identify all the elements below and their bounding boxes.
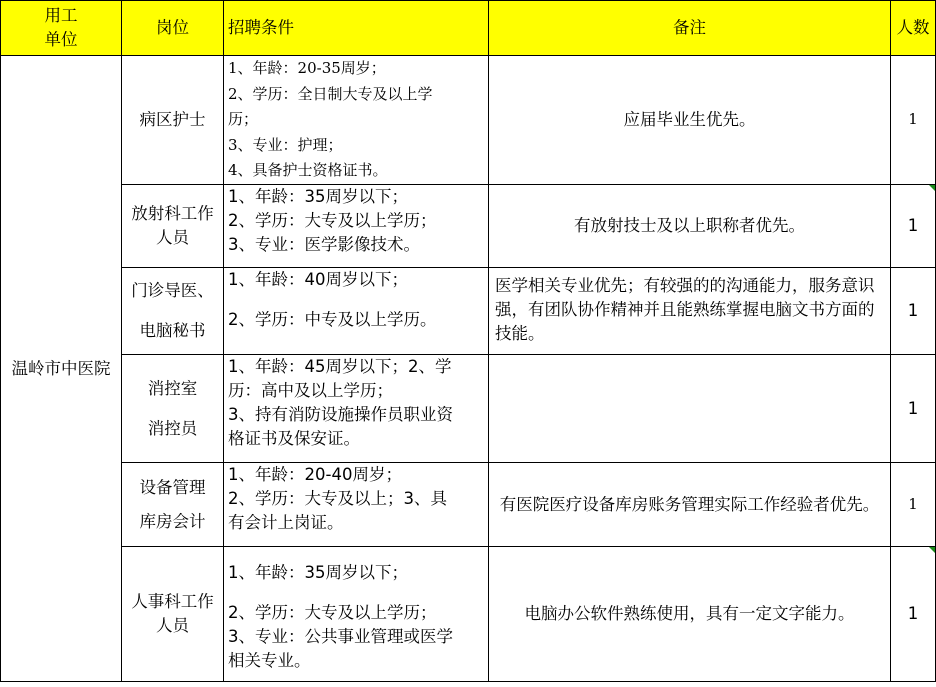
- position-line: 电脑秘书: [139, 321, 206, 340]
- table-row: [1, 547, 936, 682]
- position-line: 放射科工作: [131, 204, 214, 223]
- requirement-line: 格证书及保安证。: [228, 429, 360, 448]
- table-row: [1, 185, 936, 268]
- requirements-cell: [224, 547, 489, 682]
- count-cell: 1: [891, 355, 936, 463]
- count-cell: 1: [891, 268, 936, 355]
- count-value: 1: [907, 604, 919, 623]
- requirement-line: 2、学历：大专及以上学历；: [228, 603, 437, 622]
- requirement-line: 2、学历：大专及以上；3、具: [228, 489, 447, 508]
- position-cell: [122, 355, 224, 463]
- requirements-cell: [224, 268, 489, 355]
- count-cell: 1: [891, 56, 936, 185]
- header-notes: 备注: [489, 1, 891, 56]
- requirements-cell: [224, 355, 489, 463]
- note-cell: 应届毕业生优先。: [489, 56, 891, 185]
- position-line: 消控室: [147, 378, 198, 398]
- table-row: [1, 463, 936, 547]
- position-cell: [122, 268, 224, 355]
- note-cell: 电脑办公软件熟练使用，具有一定文字能力。: [489, 547, 891, 682]
- requirement-line: 1、年龄：40周岁以下；: [228, 270, 408, 289]
- requirements-cell: [224, 185, 489, 268]
- requirement-line: 相关专业。: [228, 651, 311, 670]
- position-line: 病区护士: [139, 110, 206, 129]
- position-cell: [122, 547, 224, 682]
- position-line: 人员: [156, 228, 189, 247]
- requirement-line: 1、年龄：35周岁以下；: [228, 563, 408, 582]
- cell-marker-icon: [929, 547, 935, 553]
- requirement-line: 1、年龄：20-35周岁；: [228, 59, 386, 77]
- requirement-line: 3、专业：医学影像技术。: [228, 235, 420, 254]
- position-line: 库房会计: [139, 511, 206, 531]
- table-row: [1, 56, 936, 185]
- requirement-line: 3、持有消防设施操作员职业资: [228, 405, 453, 424]
- position-line: 消控员: [147, 418, 198, 438]
- count-cell: [891, 547, 936, 682]
- requirement-line: 1、年龄：20-40周岁；: [228, 465, 402, 484]
- note-cell: 有医院医疗设备库房账务管理实际工作经验者优先。: [489, 463, 891, 547]
- count-cell: [891, 185, 936, 268]
- requirements-cell: [224, 463, 489, 547]
- requirement-line: 有会计上岗证。: [228, 513, 344, 532]
- position-line: 设备管理: [139, 477, 206, 497]
- requirement-line: 4、具备护士资格证书。: [228, 161, 388, 179]
- position-cell: [122, 463, 224, 547]
- requirement-line: 2、学历：全日制大专及以上学: [228, 84, 433, 103]
- requirement-line: 3、专业：护理；: [228, 135, 343, 154]
- position-line: 人事科工作: [131, 592, 214, 611]
- requirement-line: 历；: [228, 110, 259, 128]
- position-line: 人员: [156, 616, 189, 635]
- position-cell: [122, 56, 224, 185]
- header-unit: [1, 1, 122, 56]
- count-cell: 1: [891, 463, 936, 547]
- note-cell: 有放射技士及以上职称者优先。: [489, 185, 891, 268]
- requirement-line: 3、专业：公共事业管理或医学: [228, 627, 453, 646]
- note-cell: [489, 355, 891, 463]
- header-requirements: 招聘条件: [224, 1, 489, 56]
- table-row: [1, 355, 936, 463]
- header-count: 人数: [891, 1, 936, 56]
- requirement-line: 2、学历：中专及以上学历。: [228, 310, 437, 329]
- header-row: [1, 1, 936, 56]
- requirement-line: 1、年龄：45周岁以下；2、学: [228, 357, 452, 376]
- note-cell: 医学相关专业优先；有较强的的沟通能力，服务意识强，有团队协作精神并且能熟练掌握电脑文书方面的技能。: [489, 268, 891, 355]
- requirement-line: 历：高中及以上学历；: [228, 381, 393, 400]
- count-value: 1: [907, 216, 919, 235]
- position-line: 门诊导医、: [131, 281, 214, 300]
- unit-name: 温岭市中医院: [1, 56, 122, 682]
- cell-marker-icon: [929, 185, 935, 191]
- table-row: [1, 268, 936, 355]
- header-unit-line: 单位: [44, 30, 78, 49]
- header-unit-line: 用工: [44, 6, 78, 25]
- requirement-line: 1、年龄：35周岁以下；: [228, 187, 408, 206]
- position-cell: [122, 185, 224, 268]
- requirements-cell: [224, 56, 489, 185]
- header-position: 岗位: [122, 1, 224, 56]
- requirement-line: 2、学历：大专及以上学历；: [228, 211, 437, 230]
